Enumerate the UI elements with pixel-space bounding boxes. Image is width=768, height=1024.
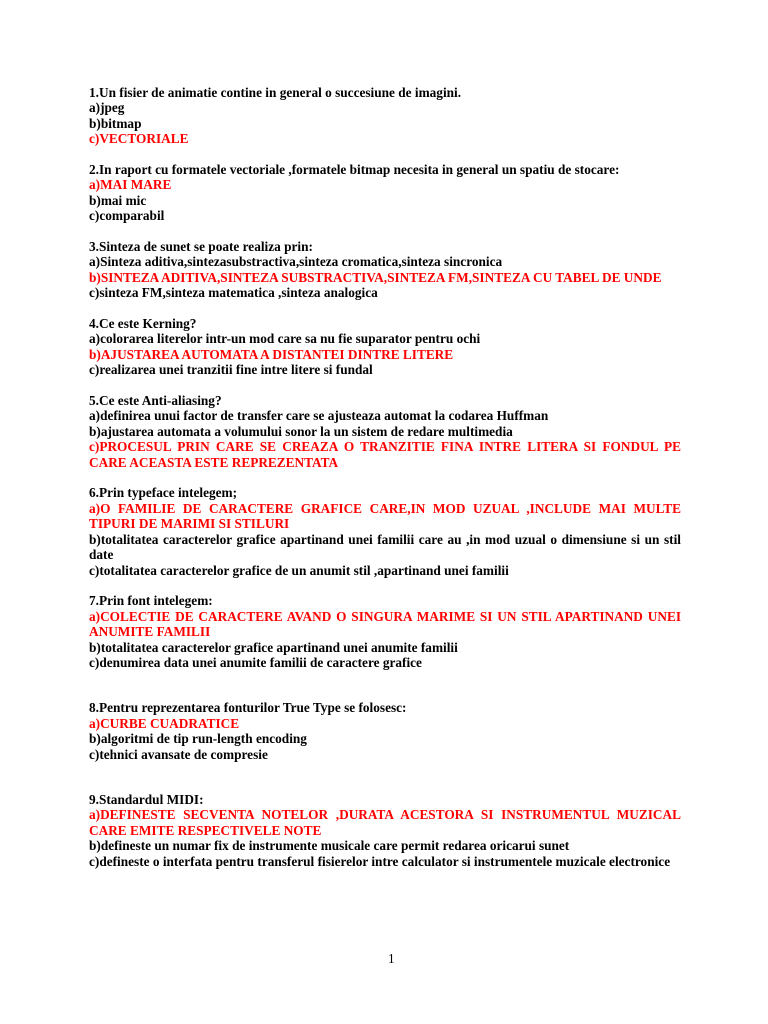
question-title: 4.Ce este Kerning? (89, 316, 197, 332)
question-title: 8.Pentru reprezentarea fonturilor True Type se folosesc: (89, 700, 407, 716)
question-title: 9.Standardul MIDI: (89, 791, 204, 807)
question-block (89, 593, 681, 670)
question-block (89, 792, 681, 869)
answer-option: a)colorarea literelor intr-un mod care sa nu fie suparator pentru ochi (89, 331, 481, 347)
answer-option: c)tehnici avansate de compresie (89, 746, 268, 762)
answer-option: b)totalitatea caracterelor grafice apartinand unei familii care au ,in mod uzual o dimensiune si un stil date (89, 531, 681, 563)
answer-option-correct: a)COLECTIE DE CARACTERE AVAND O SINGURA MARIME SI UN STIL APARTINAND UNEI ANUMITE FAMILII (89, 608, 681, 640)
question-block (89, 316, 681, 378)
answer-option: c)realizarea unei tranzitii fine intre litere si fundal (89, 362, 373, 378)
answer-option: c)sinteza FM,sinteza matematica ,sinteza analogica (89, 285, 378, 301)
answer-option: b)algoritmi de tip run-length encoding (89, 731, 307, 747)
question-block (89, 85, 681, 147)
page-number: 1 (388, 951, 395, 966)
answer-option: c)denumirea data unei anumite familii de caractere grafice (89, 654, 422, 670)
question-block (89, 393, 681, 470)
answer-option: a)Sinteza aditiva,sintezasubstractiva,sinteza cromatica,sinteza sincronica (89, 254, 503, 270)
quiz-content (89, 85, 681, 884)
answer-option: b)mai mic (89, 192, 147, 208)
question-title: 1.Un fisier de animatie contine in general o succesiune de imagini. (89, 85, 462, 100)
answer-option-correct: b)SINTEZA ADITIVA,SINTEZA SUBSTRACTIVA,SINTEZA FM,SINTEZA CU TABEL DE UNDE (89, 269, 662, 285)
question-block (89, 485, 681, 577)
answer-option: a)jpeg (89, 100, 125, 116)
answer-option-correct: c)VECTORIALE (89, 131, 189, 147)
question-title: 7.Prin font intelegem: (89, 593, 213, 609)
answer-option: b)ajustarea automata a volumului sonor la un sistem de redare multimedia (89, 423, 513, 439)
answer-option-correct: a)CURBE CUADRATICE (89, 715, 240, 731)
answer-option: b)totalitatea caracterelor grafice apartinand unei anumite familii (89, 639, 458, 655)
question-title: 6.Prin typeface intelegem; (89, 485, 238, 501)
question-title: 3.Sinteza de sunet se poate realiza prin: (89, 239, 313, 255)
question-title: 2.In raport cu formatele vectoriale ,formatele bitmap necesita in general un spatiu de stocare: (89, 162, 620, 178)
answer-option-correct: a)DEFINESTE SECVENTA NOTELOR ,DURATA ACESTORA SI INSTRUMENTUL MUZICAL CARE EMITE RESPECTIVELE NOTE (89, 807, 681, 838)
answer-option: a)definirea unui factor de transfer care se ajusteaza automat la codarea Huffman (89, 408, 549, 424)
answer-option: c)defineste o interfata pentru transferul fisierelor intre calculator si instrumentele muzicale electronice (89, 853, 671, 869)
answer-option-correct: a)O FAMILIE DE CARACTERE GRAFICE CARE,IN MOD UZUAL ,INCLUDE MAI MULTE TIPURI DE MARIMI SI STILURI (89, 500, 681, 532)
answer-option: c)comparabil (89, 208, 165, 224)
answer-option-correct: a)MAI MARE (89, 177, 172, 193)
answer-option-correct: b)AJUSTAREA AUTOMATA A DISTANTEI DINTRE LITERE (89, 346, 454, 362)
answer-option: c)totalitatea caracterelor grafice de un anumit stil ,apartinand unei familii (89, 562, 509, 578)
question-title: 5.Ce este Anti-aliasing? (89, 393, 222, 409)
answer-option-correct: c)PROCESUL PRIN CARE SE CREAZA O TRANZITIE FINA INTRE LITERA SI FONDUL PE CARE ACEASTA ESTE REPREZENTATA (89, 439, 681, 470)
answer-option: b)bitmap (89, 115, 142, 131)
answer-option: b)defineste un numar fix de instrumente musicale care permit redarea oricarui sunet (89, 838, 570, 854)
question-block (89, 162, 681, 224)
question-block (89, 239, 681, 301)
question-block (89, 700, 681, 762)
